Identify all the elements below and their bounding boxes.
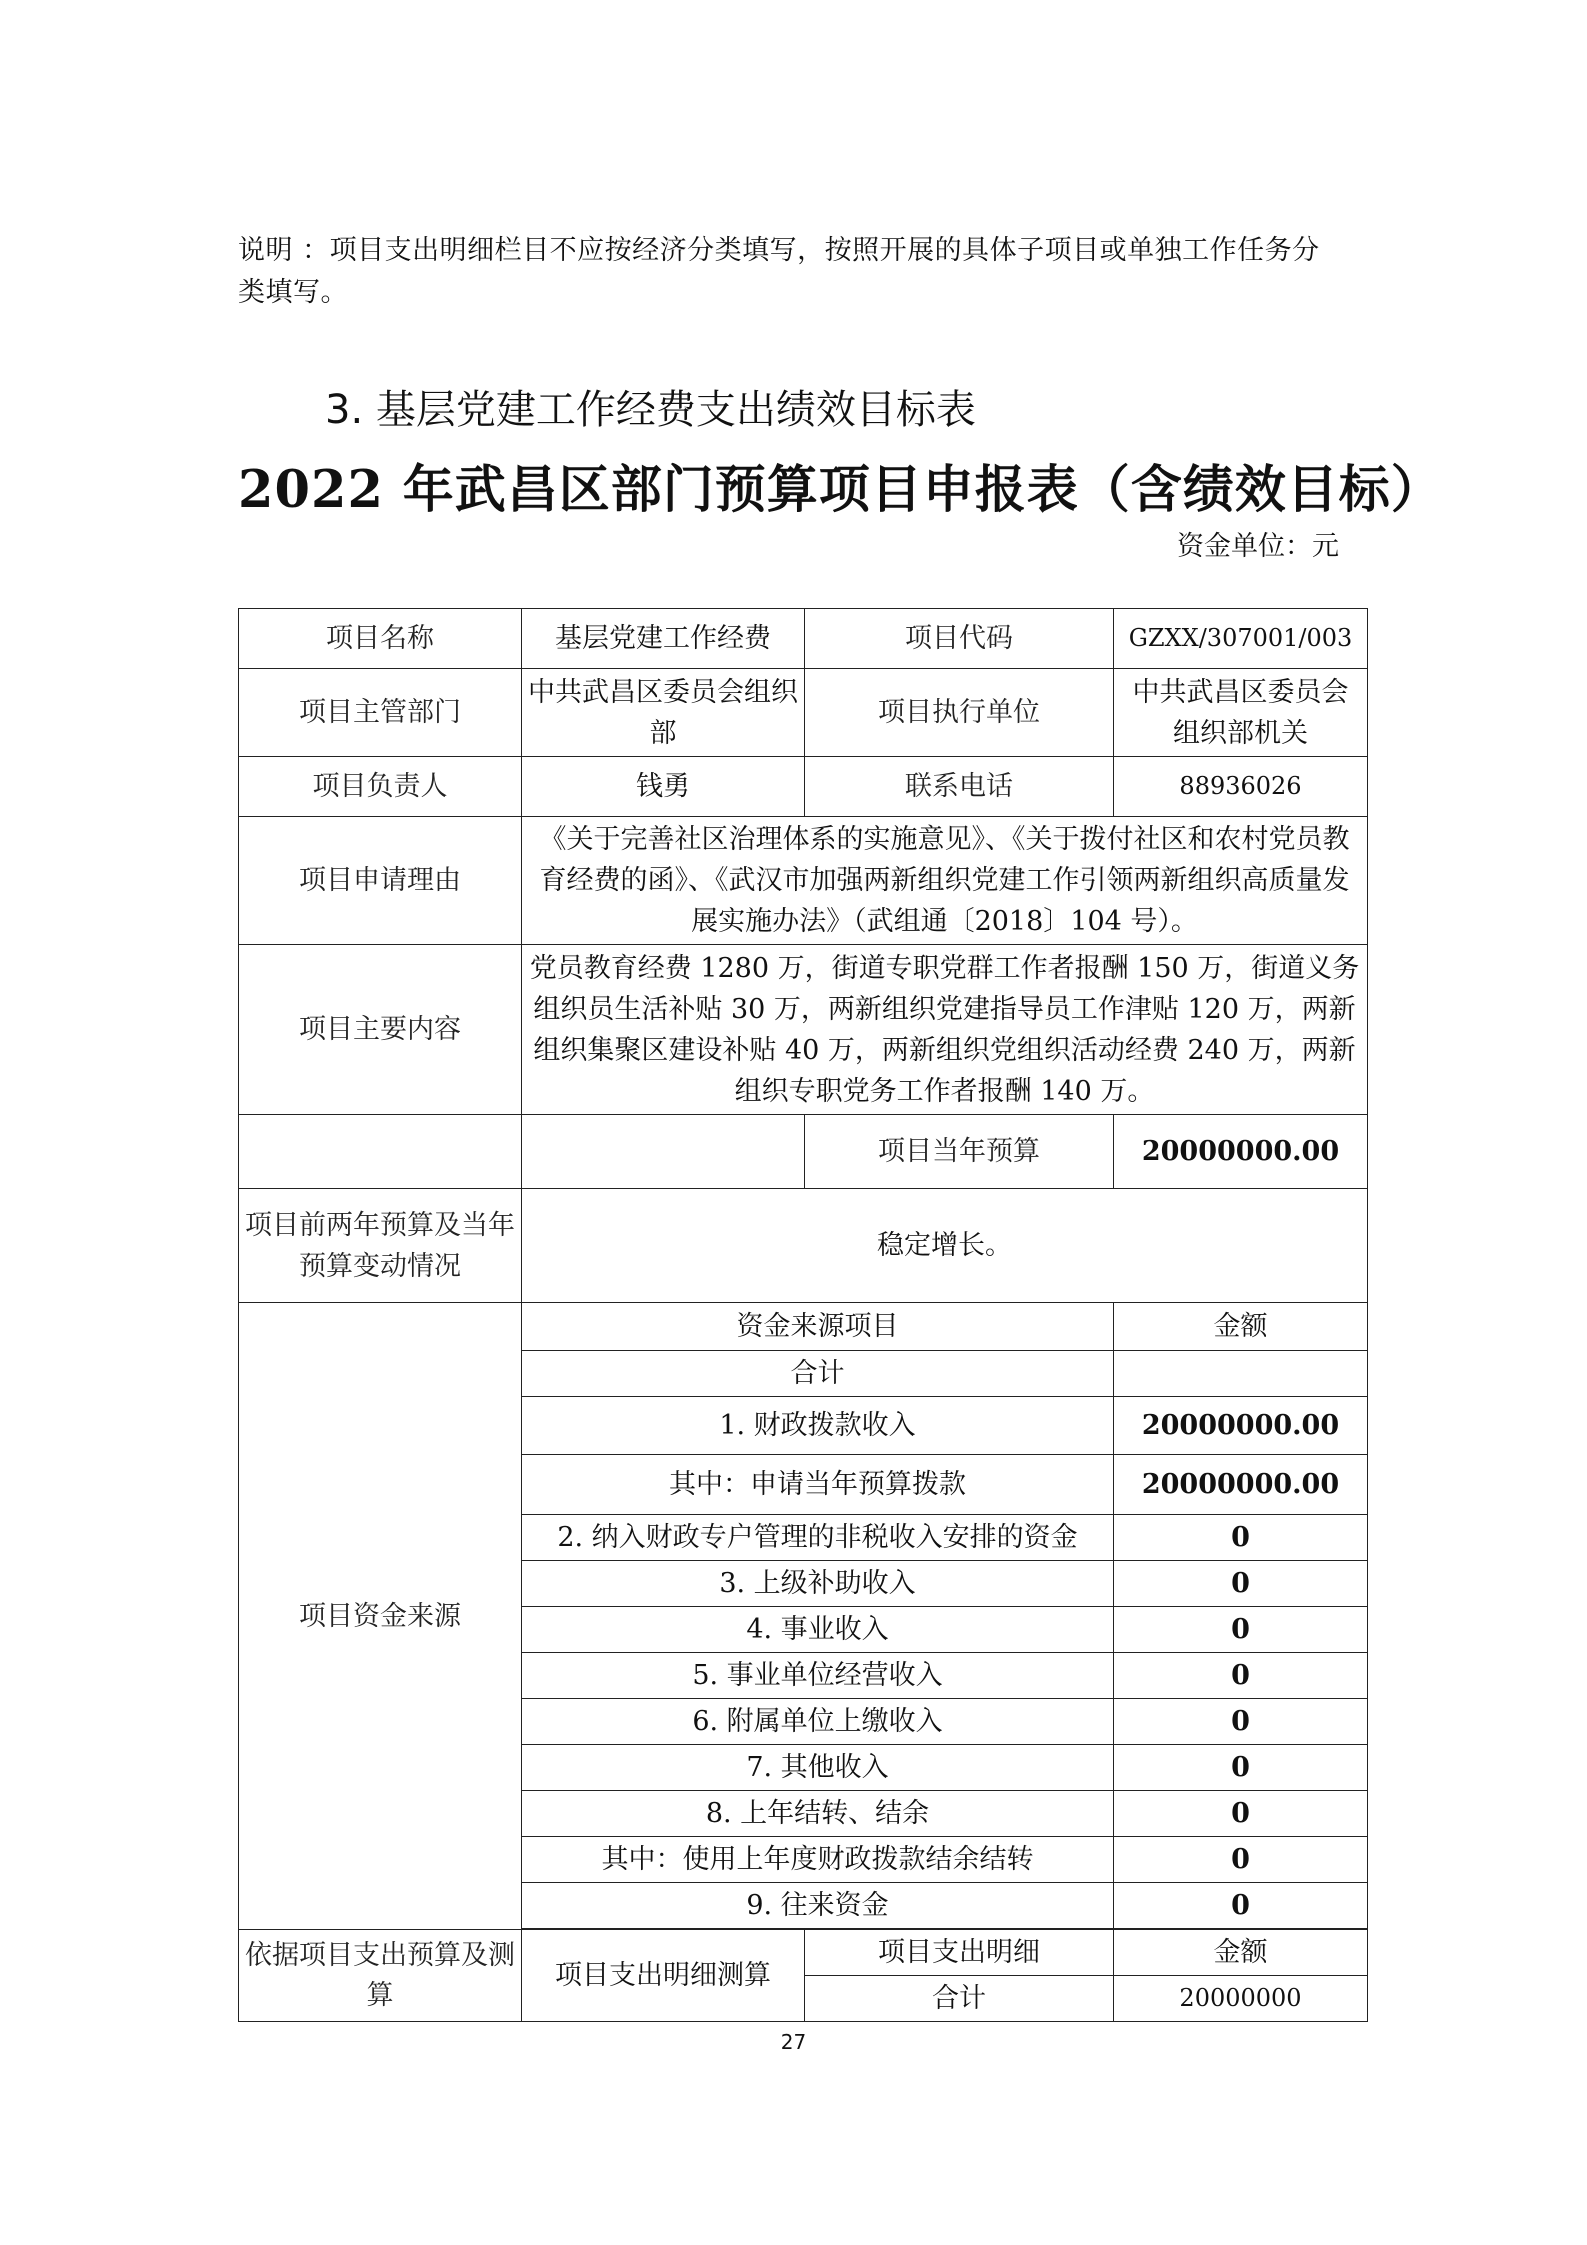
exec-value: 中共武昌区委员会组织部机关	[1114, 669, 1368, 757]
page-title: 2022 年武昌区部门预算项目申报表（含绩效目标）	[238, 460, 1443, 520]
fund-item: 6. 附属单位上缴收入	[522, 1699, 1114, 1745]
row-leader	[239, 757, 1368, 817]
dept-label: 项目主管部门	[239, 669, 522, 757]
row-reason	[239, 817, 1368, 945]
reason-value: 《关于完善社区治理体系的实施意见》、《关于拨付社区和农村党员教育经费的函》、《武汉市加强两新组织党建工作引领两新组织高质量发展实施办法》（武组通〔2018〕104 号）。	[522, 817, 1368, 945]
fund-item: 4. 事业收入	[522, 1607, 1114, 1653]
fund-amount: 0	[1114, 1653, 1368, 1699]
budget-empty-cell	[239, 1115, 522, 1189]
fund-amount: 0	[1114, 1515, 1368, 1561]
leader-label: 项目负责人	[239, 757, 522, 817]
fund-item: 5. 事业单位经营收入	[522, 1653, 1114, 1699]
currency-unit: 资金单位：元	[1177, 531, 1339, 562]
project-name-value: 基层党建工作经费	[522, 609, 805, 669]
fund-header-amount: 金额	[1114, 1303, 1368, 1351]
budget-label: 项目当年预算	[805, 1115, 1114, 1189]
detail-total-label: 合计	[805, 1976, 1114, 2022]
detail-header: 项目支出明细	[805, 1930, 1114, 1976]
project-code-label: 项目代码	[805, 609, 1114, 669]
leader-value: 钱勇	[522, 757, 805, 817]
fund-item: 9. 往来资金	[522, 1883, 1114, 1929]
fund-amount: 0	[1114, 1837, 1368, 1883]
fund-amount: 0	[1114, 1791, 1368, 1837]
project-code-value: GZXX/307001/003	[1114, 609, 1368, 669]
reason-label: 项目申请理由	[239, 817, 522, 945]
fund-item: 2. 纳入财政专户管理的非税收入安排的资金	[522, 1515, 1114, 1561]
row-project-name	[239, 609, 1368, 669]
fund-total-label: 合计	[522, 1351, 1114, 1397]
page-number: 27	[780, 2030, 807, 2054]
fund-amount: 20000000.00	[1114, 1455, 1368, 1515]
fund-item: 其中：申请当年预算拨款	[522, 1455, 1114, 1515]
note-text: 说明 ：项目支出明细栏目不应按经济分类填写，按照开展的具体子项目或单独工作任务分类填写。	[238, 235, 1320, 308]
dept-value: 中共武昌区委员会组织部	[522, 669, 805, 757]
fund-amount: 20000000.00	[1114, 1397, 1368, 1455]
project-declaration-table	[238, 608, 1368, 2022]
fund-amount: 0	[1114, 1561, 1368, 1607]
fund-amount: 0	[1114, 1883, 1368, 1929]
fund-item: 其中：使用上年度财政拨款结余结转	[522, 1837, 1114, 1883]
phone-label: 联系电话	[805, 757, 1114, 817]
fund-header-item: 资金来源项目	[522, 1303, 1114, 1351]
fund-total-value	[1114, 1351, 1368, 1397]
phone-value: 88936026	[1114, 757, 1368, 817]
fund-amount: 0	[1114, 1745, 1368, 1791]
row-department	[239, 669, 1368, 757]
fund-label: 项目资金来源	[239, 1303, 522, 1930]
change-label: 项目前两年预算及当年预算变动情况	[239, 1189, 522, 1303]
fund-item: 3. 上级补助收入	[522, 1561, 1114, 1607]
content-value: 党员教育经费 1280 万，街道专职党群工作者报酬 150 万，街道义务组织员生活补贴 30 万，两新组织党建指导员工作津贴 120 万，两新组织集聚区建设补贴 40 万，两新组织党组织活动经费 240 万，两新组织专职党务工作者报酬 140 万。	[522, 945, 1368, 1115]
row-budget	[239, 1115, 1368, 1189]
fund-item: 1. 财政拨款收入	[522, 1397, 1114, 1455]
detail-amount-header: 金额	[1114, 1930, 1368, 1976]
row-budget-change	[239, 1189, 1368, 1303]
basis-label: 依据项目支出预算及测算	[239, 1930, 522, 2022]
detail-total-value: 20000000	[1114, 1976, 1368, 2022]
change-value: 稳定增长。	[522, 1189, 1368, 1303]
project-name-label: 项目名称	[239, 609, 522, 669]
fund-amount: 0	[1114, 1699, 1368, 1745]
row-content	[239, 945, 1368, 1115]
budget-empty-cell-2	[522, 1115, 805, 1189]
calc-label: 项目支出明细测算	[522, 1930, 805, 2022]
row-basis-header	[239, 1930, 1368, 1976]
budget-value: 20000000.00	[1114, 1115, 1368, 1189]
fund-item: 7. 其他收入	[522, 1745, 1114, 1791]
row-fund-header	[239, 1303, 1368, 1351]
content-label: 项目主要内容	[239, 945, 522, 1115]
fund-amount: 0	[1114, 1607, 1368, 1653]
section-subtitle: 3. 基层党建工作经费支出绩效目标表	[325, 387, 976, 433]
exec-label: 项目执行单位	[805, 669, 1114, 757]
fund-item: 8. 上年结转、结余	[522, 1791, 1114, 1837]
